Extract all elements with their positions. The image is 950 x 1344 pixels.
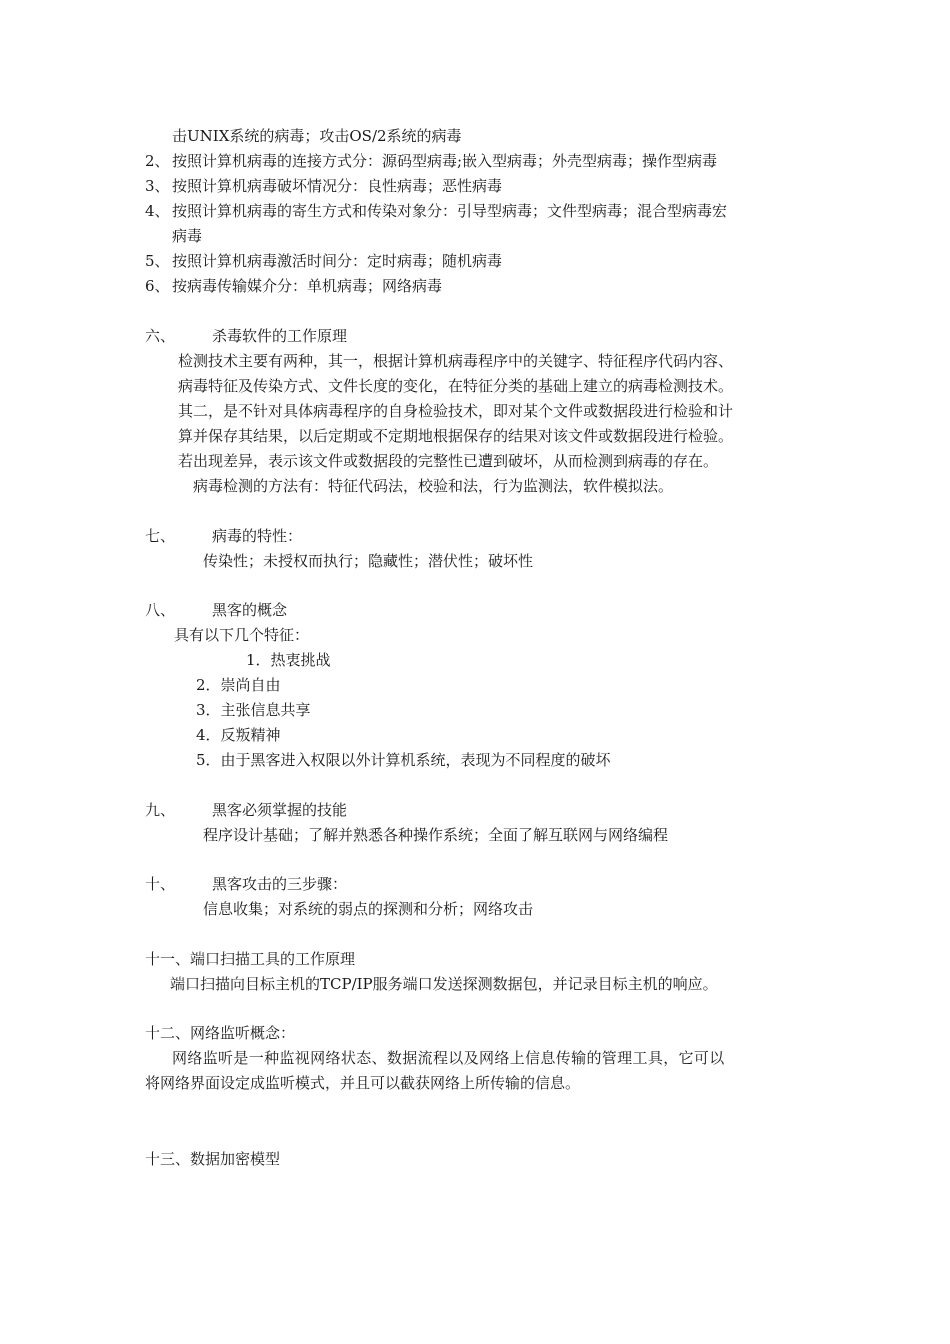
section-number: 九、	[145, 801, 176, 819]
section-number: 六、	[145, 327, 176, 345]
section-title: 杀毒软件的工作原理	[212, 327, 348, 345]
section-body: 信息收集；对系统的弱点的探测和分析；网络攻击	[203, 900, 534, 918]
section-title: 十二、网络监听概念：	[145, 1024, 296, 1042]
section-title: 黑客的概念	[212, 601, 288, 619]
section-title: 黑客攻击的三步骤：	[212, 875, 348, 893]
detection-methods: 病毒检测的方法有：特征代码法，校验和法，行为监测法，软件模拟法。	[193, 477, 674, 495]
section-body: 传染性；未授权而执行；隐藏性；潜伏性；破坏性	[203, 552, 534, 570]
list-item: 按照计算机病毒破坏情况分：良性病毒；恶性病毒	[172, 177, 503, 195]
continuation-line: 击UNIX系统的病毒；攻击OS/2系统的病毒	[172, 127, 462, 145]
list-item: 按照计算机病毒的寄生方式和传染对象分：引导型病毒；文件型病毒；混合型病毒宏	[172, 202, 728, 220]
section-title: 十三、数据加密模型	[145, 1150, 281, 1168]
paragraph-line: 检测技术主要有两种，其一，根据计算机病毒程序中的关键字、特征程序代码内容、	[178, 352, 734, 370]
list-item: 3．主张信息共享	[196, 701, 311, 719]
paragraph-line: 其二，是不针对具体病毒程序的自身检验技术，即对某个文件或数据段进行检验和计	[178, 402, 734, 420]
section-number: 八、	[145, 601, 176, 619]
list-number: 3、	[145, 177, 170, 195]
section-title: 黑客必须掌握的技能	[212, 801, 348, 819]
list-item: 5．由于黑客进入权限以外计算机系统，表现为不同程度的破坏	[196, 751, 611, 769]
paragraph-line: 网络监听是一种监视网络状态、数据流程以及网络上信息传输的管理工具，它可以	[172, 1049, 725, 1067]
list-item: 1．热衷挑战	[246, 651, 331, 669]
paragraph-line: 病毒特征及传染方式、文件长度的变化，在特征分类的基础上建立的病毒检测技术。	[178, 377, 734, 395]
list-number: 4、	[145, 202, 170, 220]
section-body: 端口扫描向目标主机的TCP/IP服务端口发送探测数据包，并记录目标主机的响应。	[170, 975, 718, 993]
section-title: 十一、端口扫描工具的工作原理	[145, 950, 356, 968]
section-intro: 具有以下几个特征：	[174, 626, 310, 644]
paragraph-line: 将网络界面设定成监听模式，并且可以截获网络上所传输的信息。	[145, 1074, 581, 1092]
section-title: 病毒的特性：	[212, 527, 303, 545]
list-number: 6、	[145, 277, 170, 295]
list-item: 按照计算机病毒的连接方式分：源码型病毒;嵌入型病毒；外壳型病毒；操作型病毒	[172, 152, 718, 170]
paragraph-line: 若出现差异，表示该文件或数据段的完整性已遭到破坏，从而检测到病毒的存在。	[178, 452, 719, 470]
paragraph-line: 算并保存其结果，以后定期或不定期地根据保存的结果对该文件或数据段进行检验。	[178, 427, 734, 445]
list-number: 5、	[145, 252, 170, 270]
section-number: 七、	[145, 527, 176, 545]
list-number: 2、	[145, 152, 170, 170]
list-item: 4．反叛精神	[196, 726, 281, 744]
section-number: 十、	[145, 875, 176, 893]
section-body: 程序设计基础；了解并熟悉各种操作系统；全面了解互联网与网络编程	[203, 826, 669, 844]
list-item: 按照计算机病毒激活时间分：定时病毒；随机病毒	[172, 252, 503, 270]
list-item: 2．崇尚自由	[196, 676, 281, 694]
list-item-continuation: 病毒	[172, 227, 203, 245]
list-item: 按病毒传输媒介分：单机病毒；网络病毒	[172, 277, 443, 295]
